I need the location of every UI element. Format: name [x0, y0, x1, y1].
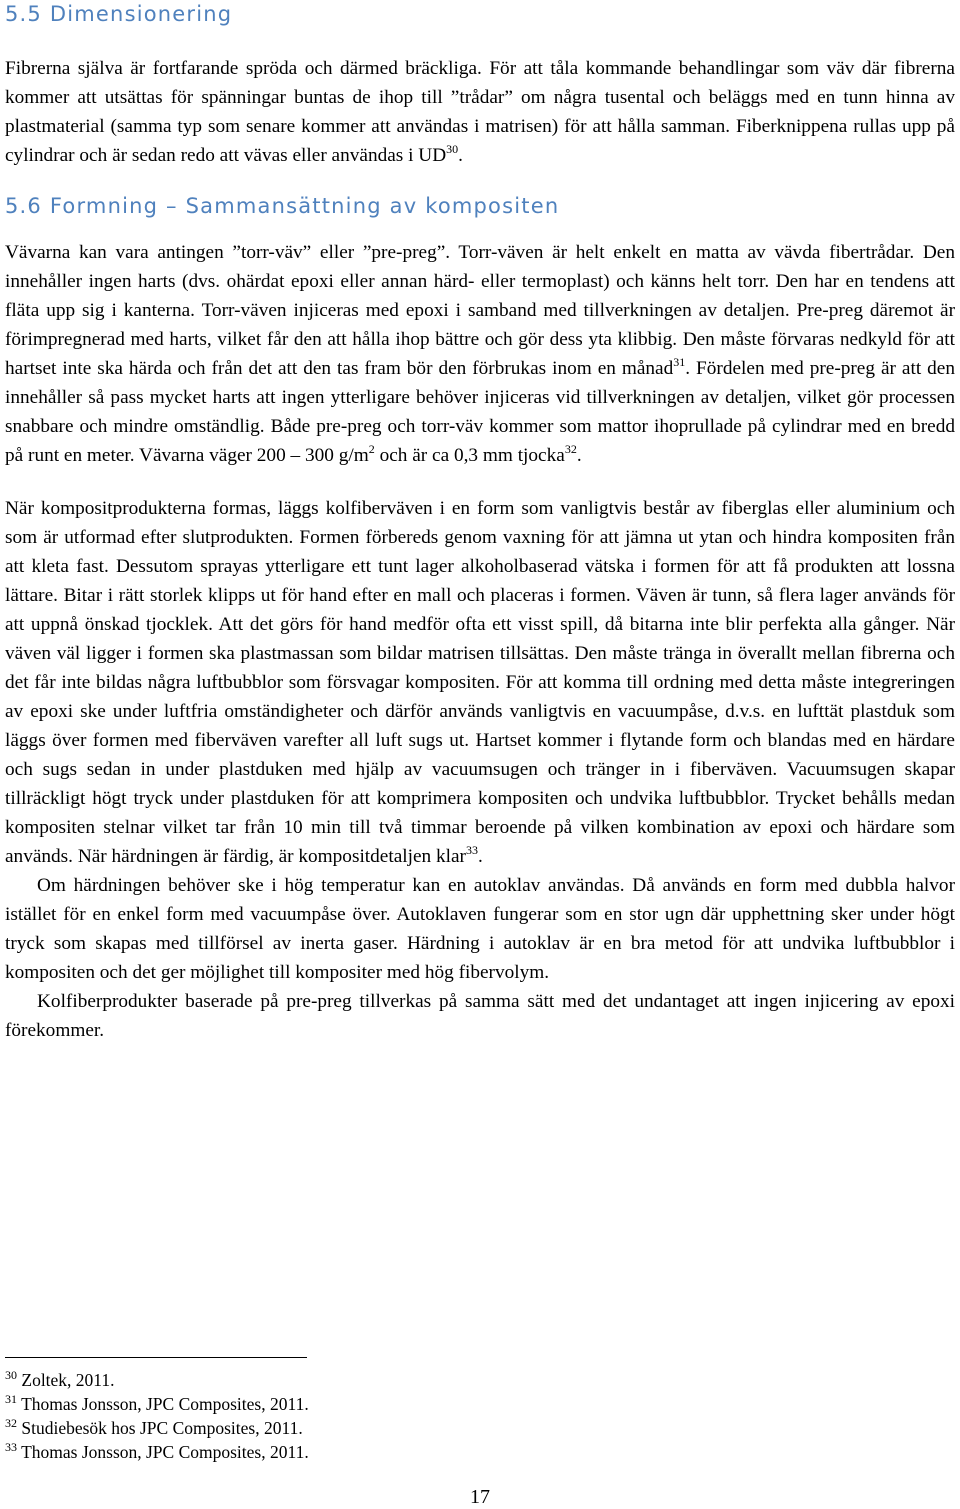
footnote-separator [5, 1357, 307, 1358]
footnote-item [5, 1416, 905, 1440]
footnote-ref[interactable]: 32 [564, 442, 577, 456]
paragraph-tail: . [576, 445, 582, 466]
paragraph-autoklav: Om härdningen behöver ske i hög temperatur kan en autoklav användas. Då används en form med dubbla halvor istället för en enkel form med vacuumpåse över. Autoklaven fungerar som en stor ugn där upphettning sker under högt tryck som skapas med tillförsel av inerta gaser. Härdning i autoklav är en bra metod för att undvika luftbubblor i kompositen och det ger möjlighet till kompositer med hög fibervolym. [5, 875, 955, 983]
footnote-ref[interactable]: 30 [446, 142, 459, 156]
footnotes [5, 1368, 905, 1464]
paragraph-text: När kompositprodukterna formas, läggs kolfiberväven i en form som vanligtvis består av fiberglas eller aluminium och som är utformad efter slutprodukten. Formen förbereds genom vaxning för att jämna ut ytan och hindra kompositen från att kleta fast. Dessutom sprayas ytterligare ett tunt lager alkoholbaserad vätska i formen för att få produkten att lossna lättare. Bitar i rätt storlek klipps ut för hand efter en mall och placeras i formen. Väven är tunn, så flera lager används för att uppnå önskad tjocklek. Att det görs för hand medför ofta ett visst spill, då bitarna inte blir perfekta alla gånger. När väven väl ligger i formen ska plastmassan som bildar matrisen tillsättas. Den måste tränga in överallt mellan fibrerna och det får inte bildas några luftbubblor som försvagar kompositen. För att komma till ordning med detta måste integreringen av epoxi ske under luftfria omständigheter och därför används vanligtvis en vacuumpåse, d.v.s. en lufttät plastduk som läggs över formen med fiberväven varefter all luft sugs ut. Hartset kommer i flytande form och blandas med en härdare och sugs sedan in under plastduken med hjälp av vacuumsugen och tränger in i fiberväven. Vacuumsugen skapar tillräckligt högt tryck under plastduken för att komprimera kompositen och undvika luftbubblor. Trycket behålls medan kompositen stelnar vilket tar från 10 min till två timmar beroende på vilken kombination av epoxi och härdare som används. När härdningen är färdig, är kompositdetaljen klar [5, 498, 955, 867]
section-heading-5-6: 5.6 Formning – Sammansättning av kompositen [5, 194, 560, 218]
footnote-number: 33 [5, 1440, 17, 1454]
footnote-number: 32 [5, 1416, 17, 1430]
footnote-number: 30 [5, 1368, 17, 1382]
footnote-text: Studiebesök hos JPC Composites, 2011. [21, 1418, 303, 1438]
footnote-item [5, 1368, 905, 1392]
paragraph-formning [5, 494, 955, 871]
paragraph-text: och är ca 0,3 mm tjocka [374, 445, 565, 466]
page-number: 17 [470, 1486, 490, 1508]
section-heading-5-5: 5.5 Dimensionering [5, 2, 233, 26]
unit-exponent: 2 [368, 442, 375, 456]
footnote-item [5, 1440, 905, 1464]
footnote-ref[interactable]: 33 [465, 843, 478, 857]
paragraph-text: Vävarna kan vara antingen ”torr-väv” eller ”pre-preg”. Torr-väven är helt enkelt en matta av vävda fibertrådar. Den innehåller ingen harts (dvs. ohärdat epoxi eller annan härd- eller termoplast) och känns helt torr. Den har en tendens att fläta upp sig i kanterna. Torr-väven injiceras med epoxi i samband med tillverkningen av detaljen. Pre-preg däremot är förimpregnerad med harts, vilket får den att hålla ihop bättre och gör dess yta klibbig. Den måste förvaras nedkyld för att hartset inte ska härda och från det att den tas fram bör den förbrukas inom en månad [5, 242, 955, 379]
paragraph-text: . Fördelen med pre-preg är att den innehåller så pass mycket harts att ingen ytterligare behöver injiceras vid tillverkningen av detaljen, vilket gör processen snabbare och mindre omständlig. Både pre-preg och torr-väv kommer som mattor ihoprullade på cylindrar med en bredd på runt en meter. Vävarna väger 200 – 300 g/m [5, 358, 955, 466]
footnote-text: Thomas Jonsson, JPC Composites, 2011. [21, 1394, 309, 1414]
document-page [5, 0, 955, 1508]
footnote-text: Zoltek, 2011. [21, 1370, 115, 1390]
paragraph-vavarna [5, 238, 955, 470]
paragraph-tail: . [458, 145, 463, 166]
footnote-text: Thomas Jonsson, JPC Composites, 2011. [21, 1442, 309, 1462]
footnote-ref[interactable]: 31 [673, 355, 686, 369]
paragraph-dimensionering [5, 54, 955, 170]
footnote-number: 31 [5, 1392, 17, 1406]
paragraph-tail: . [477, 846, 483, 867]
footnote-item [5, 1392, 905, 1416]
paragraph-kolfiberprodukter: Kolfiberprodukter baserade på pre-preg tillverkas på samma sätt med det undantaget att ingen injicering av epoxi förekommer. [5, 991, 955, 1041]
paragraph-text: Fibrerna själva är fortfarande spröda och därmed bräckliga. För att tåla kommande behandlingar som väv där fibrerna kommer att utsättas för spänningar buntas de ihop till ”trådar” om några tusental och beläggs med en tunn hinna av plastmaterial (samma typ som senare kommer att användas i matrisen) för att hålla samman. Fiberknippena rullas upp på cylindrar och är sedan redo att vävas eller användas i UD [5, 58, 955, 166]
